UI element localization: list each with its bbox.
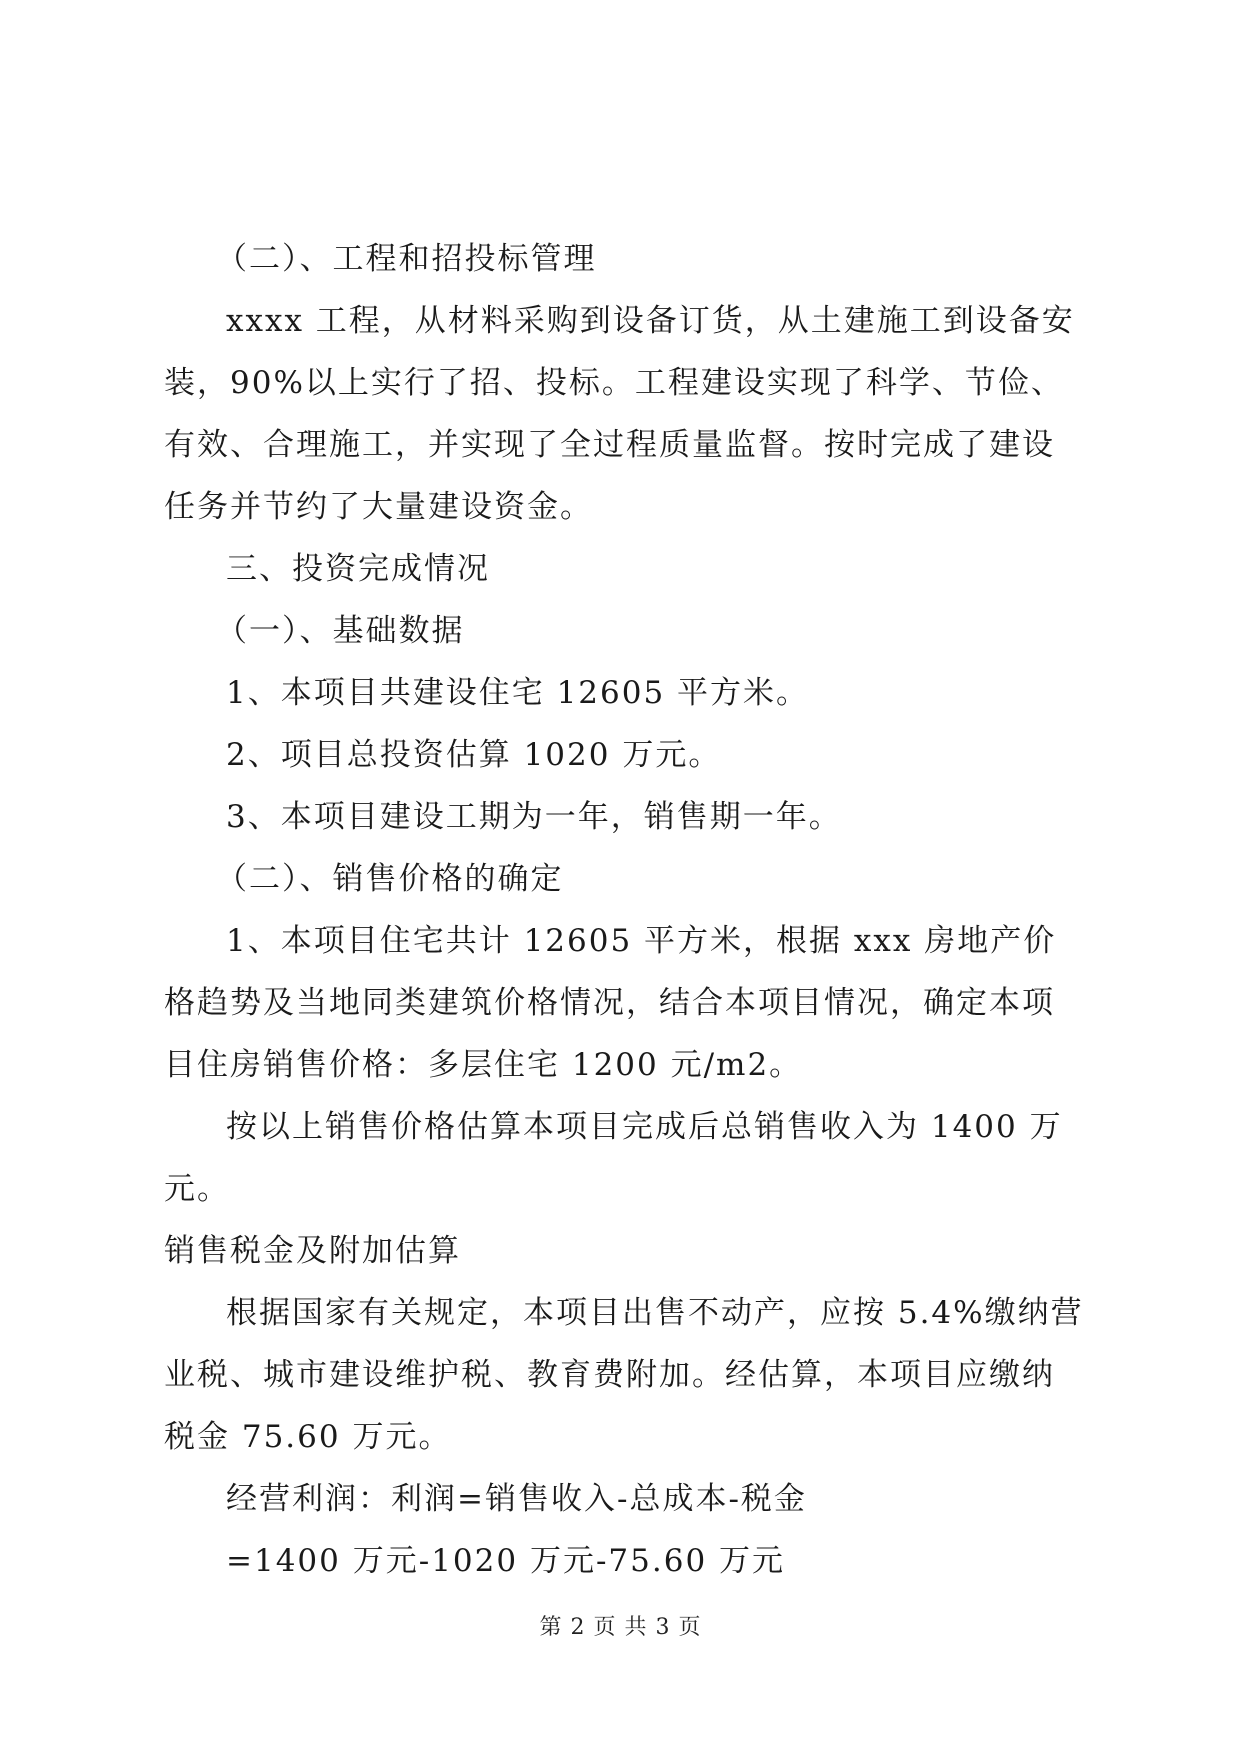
list-item-total-investment: 2、项目总投资估算 1020 万元。 [226, 737, 722, 773]
page-footer: 第 2 页 共 3 页 [539, 1615, 702, 1640]
list-item-construction-period: 3、本项目建设工期为一年，销售期一年。 [226, 799, 842, 835]
section-heading-sales-tax: 销售税金及附加估算 [164, 1233, 461, 1269]
paragraph-bidding-detail: xxxx 工程，从材料采购到设备订货，从土建施工到设备安装，90%以上实行了招、投标。工程建设实现了科学、节俭、有效、合理施工，并实现了全过程质量监督。按时完成了建设任务并节约了大量建设资金。 [164, 303, 1075, 525]
list-item-residential-area: 1、本项目共建设住宅 12605 平方米。 [226, 675, 810, 711]
document-body [164, 228, 1084, 1592]
section-heading-investment: 三、投资完成情况 [226, 551, 490, 587]
paragraph-sales-price-detail: 1、本项目住宅共计 12605 平方米，根据 xxx 房地产价格趋势及当地同类建筑价格情况，结合本项目情况，确定本项目住房销售价格：多层住宅 1200 元/m2。 [164, 923, 1057, 1083]
section-heading-sales-price: （二）、销售价格的确定 [216, 861, 564, 897]
section-heading-basic-data: （一）、基础数据 [216, 613, 465, 649]
paragraph-profit-formula: 经营利润：利润=销售收入-总成本-税金 [226, 1481, 807, 1517]
paragraph-total-revenue: 按以上销售价格估算本项目完成后总销售收入为 1400 万元。 [164, 1109, 1063, 1207]
paragraph-profit-calculation: =1400 万元-1020 万元-75.60 万元 [226, 1543, 786, 1579]
paragraph-tax-detail: 根据国家有关规定，本项目出售不动产，应按 5.4%缴纳营业税、城市建设维护税、教育费附加。经估算，本项目应缴纳税金 75.60 万元。 [164, 1295, 1084, 1455]
section-heading-bidding: （二）、工程和招投标管理 [216, 241, 597, 277]
